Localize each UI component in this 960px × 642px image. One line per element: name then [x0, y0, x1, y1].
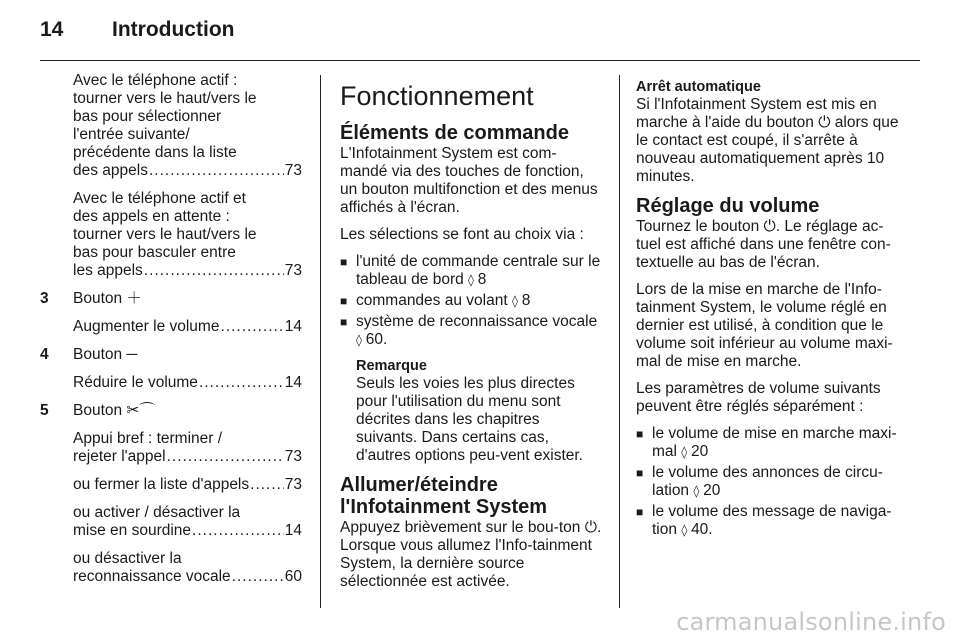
list-item	[636, 464, 902, 500]
leader-line: ou fermer la liste d'appels ..... 73	[73, 476, 302, 494]
item-label: Bouton ＋	[73, 290, 142, 307]
numbered-item-3	[40, 290, 302, 308]
bullet-icon: ■	[340, 294, 348, 308]
entry-text	[73, 72, 302, 162]
page-ref: 8	[477, 271, 487, 288]
page-ref: 73	[284, 162, 302, 179]
entry-line: ou activer / désactiver la	[73, 504, 241, 521]
subsection-heading-controls: Éléments de commande	[340, 122, 569, 144]
column-1	[40, 72, 302, 596]
entry-text	[73, 430, 302, 448]
page-reference-icon: ◊	[468, 273, 478, 287]
list-item	[636, 503, 902, 539]
page-reference-icon: ◊	[356, 333, 366, 347]
entry-volume-up	[40, 318, 302, 336]
entry-line: tourner vers le haut/vers le	[73, 226, 257, 243]
watermark: carmanualsonline.info	[676, 608, 946, 636]
page-ref: 60	[284, 568, 302, 585]
bullet-list	[636, 425, 902, 539]
page-number: 14	[40, 18, 64, 41]
entry-line: des appels en attente :	[73, 208, 230, 225]
leader-line: des appels ..... 73	[73, 162, 302, 180]
leader-line: Augmenter le volume ..... 14	[73, 318, 302, 336]
entry-line: l'entrée suivante/	[73, 126, 190, 143]
page-ref: 14	[284, 318, 302, 335]
page-reference-icon: ◊	[681, 445, 692, 459]
paragraph: Si l'Infotainment System est mis en marche à l'aide du bouton ⏻ alors que le contact est coupé, il s'arrête à nouveau automatiquement après 10 minutes.	[636, 96, 899, 185]
bullet-icon: ■	[340, 255, 348, 269]
leader-line: rejeter l'appel ..... 73	[73, 448, 302, 466]
column-2	[340, 72, 603, 600]
page-ref: 40.	[691, 521, 713, 538]
entry-switch-calls	[40, 190, 302, 280]
leader-line: les appels ..... 73	[73, 262, 302, 280]
paragraph: Les sélections se font au choix via :	[340, 226, 584, 243]
page-title: Introduction	[112, 18, 235, 41]
page-ref: 73	[284, 262, 302, 279]
sub-heading-auto-off: Arrêt automatique	[636, 79, 761, 95]
item-number: 5	[40, 402, 49, 419]
bullet-icon: ■	[636, 466, 644, 480]
paragraph: L'Infotainment System est com-mandé via des touches de fonction, un bouton multifonction et des menus affichés à l'écran.	[340, 145, 598, 216]
bullet-list	[340, 253, 603, 349]
entry-close-list	[40, 476, 302, 494]
note-box	[340, 357, 603, 465]
entry-line: Avec le téléphone actif et	[73, 190, 246, 207]
list-item	[340, 292, 603, 310]
bullet-icon: ■	[636, 505, 644, 519]
page-ref: 73	[284, 448, 302, 465]
bullet-icon: ■	[340, 315, 348, 329]
page-ref: 73	[284, 476, 302, 493]
paragraph: Lors de la mise en marche de l'Info-tainment System, le volume réglé en dernier est utilisé, à condition que le volume soit inférieur au volume maxi-mal de mise en marche.	[636, 281, 893, 370]
list-item	[340, 253, 603, 289]
leader-line: mise en sourdine ..... 14	[73, 522, 302, 540]
entry-mute	[40, 504, 302, 540]
entry-line: précédente dans la liste	[73, 144, 237, 161]
column-divider-2	[619, 75, 620, 608]
entry-line: bas pour basculer entre	[73, 244, 236, 261]
page-ref: 8	[521, 292, 531, 309]
page-ref: 60.	[365, 331, 388, 348]
numbered-item-4	[40, 346, 302, 364]
list-item	[340, 313, 603, 349]
list-item-text: système de reconnaissance vocale	[356, 313, 598, 330]
entry-line: Appui bref : terminer /	[73, 430, 223, 447]
item-number: 3	[40, 290, 49, 307]
entry-line: Avec le téléphone actif :	[73, 72, 238, 89]
entry-text	[73, 504, 302, 522]
page-ref: 20	[703, 482, 721, 499]
item-number: 4	[40, 346, 49, 363]
page-reference-icon: ◊	[511, 294, 522, 308]
page-header	[40, 18, 234, 42]
entry-next-call	[40, 72, 302, 180]
column-divider-1	[320, 75, 321, 608]
list-item-text: le volume des annonces de circu-lation	[652, 464, 883, 499]
column-3	[636, 72, 902, 547]
entry-text	[73, 190, 302, 262]
list-item	[636, 425, 902, 461]
bullet-icon: ■	[636, 427, 644, 441]
paragraph: Tournez le bouton ⏻. Le réglage ac-tuel est affiché dans une fenêtre con-textuelle au bas de l'écran.	[636, 218, 891, 271]
paragraph: Appuyez brièvement sur le bou-ton ⏻. Lorsque vous allumez l'Info-tainment System, la dernière source sélectionnée est activée.	[340, 519, 602, 590]
list-item-text: commandes au volant	[356, 292, 512, 309]
entry-volume-down	[40, 374, 302, 392]
page-reference-icon: ◊	[693, 484, 704, 498]
leader-line: Réduire le volume ..... 14	[73, 374, 302, 392]
subsection-heading-volume: Réglage du volume	[636, 195, 820, 217]
numbered-item-5	[40, 402, 302, 420]
leader-line: reconnaissance vocale ..... 60	[73, 568, 302, 586]
list-item-text: le volume des message de naviga-tion	[652, 503, 892, 538]
entry-reject-call	[40, 430, 302, 466]
page-reference-icon: ◊	[681, 523, 692, 537]
note-title: Remarque	[356, 358, 427, 374]
page-ref: 20	[691, 443, 709, 460]
item-label: Bouton ✂︎⌒	[73, 402, 155, 419]
note-text: Seuls les voies les plus directes pour l'utilisation du menu sont décrites dans les chapitres suivants. Dans certains cas, d'autres options peu-vent exister.	[356, 375, 583, 464]
entry-line: bas pour sélectionner	[73, 108, 222, 125]
entry-line: ou désactiver la	[73, 550, 182, 567]
entry-voice-recognition	[40, 550, 302, 586]
entry-line: tourner vers le haut/vers le	[73, 90, 257, 107]
subsection-heading-power: Allumer/éteindre l'Infotainment System	[340, 474, 548, 518]
list-item-text: le volume de mise en marche maxi-mal	[652, 425, 897, 460]
entry-text	[73, 550, 302, 568]
page-ref: 14	[284, 522, 302, 539]
section-heading: Fonctionnement	[340, 81, 534, 111]
list-item-text: l'unité de commande centrale sur le tableau de bord	[356, 253, 601, 288]
item-label: Bouton ─	[73, 346, 138, 363]
page-ref: 14	[284, 374, 302, 391]
header-rule	[40, 60, 920, 61]
paragraph: Les paramètres de volume suivants peuvent être réglés séparément :	[636, 380, 881, 415]
